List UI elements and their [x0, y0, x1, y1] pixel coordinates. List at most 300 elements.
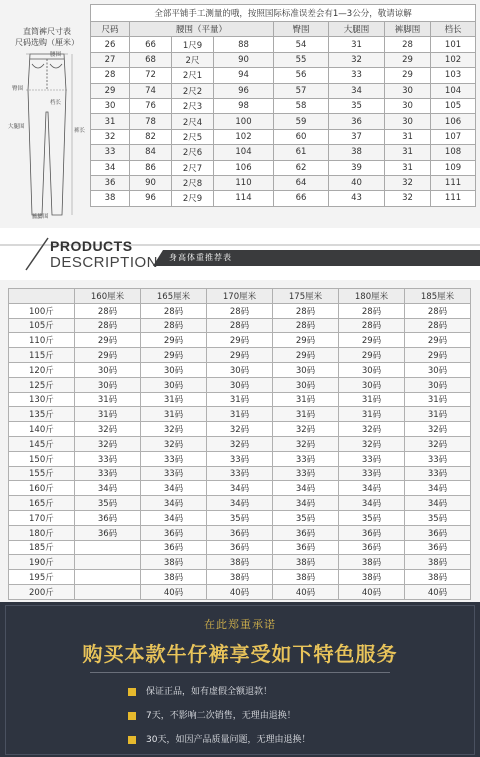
size-cell: 90: [214, 52, 274, 67]
size-cell: 90: [130, 175, 172, 190]
recommended-size-cell: [75, 540, 141, 555]
recommended-size-cell: 40码: [141, 584, 207, 599]
recommended-size-cell: 35码: [339, 510, 405, 525]
weight-row: [9, 481, 471, 496]
weight-row: [9, 318, 471, 333]
recommended-size-cell: 35码: [273, 510, 339, 525]
service-promise-section: [0, 602, 480, 757]
weight-row: [9, 377, 471, 392]
recommended-size-cell: 38码: [141, 555, 207, 570]
recommended-size-cell: 32码: [273, 422, 339, 437]
size-cell: 1尺9: [172, 37, 214, 52]
weight-label: 185斤: [9, 540, 75, 555]
recommended-size-cell: 32码: [75, 422, 141, 437]
weight-row: [9, 525, 471, 540]
weight-row: [9, 436, 471, 451]
recommended-size-cell: 32码: [141, 422, 207, 437]
header-waist: 腰围（平量）: [130, 22, 274, 37]
height-col-header: 180厘米: [339, 289, 405, 304]
size-cell: 43: [329, 191, 385, 206]
size-cell: 106: [431, 114, 476, 129]
size-cell: 56: [274, 68, 329, 83]
size-cell: 38: [91, 191, 130, 206]
size-cell: 40: [329, 175, 385, 190]
recommended-size-cell: 28码: [339, 303, 405, 318]
size-row: [91, 98, 476, 113]
recommended-size-cell: 33码: [405, 451, 471, 466]
recommended-size-cell: 29码: [273, 333, 339, 348]
recommended-size-cell: 34码: [339, 496, 405, 511]
size-cell: 38: [329, 145, 385, 160]
weight-row: [9, 496, 471, 511]
height-col-header: 160厘米: [75, 289, 141, 304]
size-cell: 28: [385, 37, 431, 52]
recommended-size-cell: 30码: [207, 377, 273, 392]
header-hem: 裤脚围: [385, 22, 431, 37]
height-weight-table: [8, 288, 471, 600]
size-cell: 66: [274, 191, 329, 206]
recommended-size-cell: 30码: [75, 362, 141, 377]
size-cell: 34: [329, 83, 385, 98]
size-cell: 29: [91, 83, 130, 98]
size-cell: 28: [91, 68, 130, 83]
size-cell: 30: [385, 83, 431, 98]
size-chart-table: [90, 4, 476, 207]
size-cell: 2尺8: [172, 175, 214, 190]
recommended-size-cell: 33码: [339, 451, 405, 466]
size-cell: 61: [274, 145, 329, 160]
height-col-header: 185厘米: [405, 289, 471, 304]
weight-row: [9, 362, 471, 377]
recommended-size-cell: 36码: [207, 525, 273, 540]
recommended-size-cell: 38码: [207, 555, 273, 570]
recommended-size-cell: 34码: [273, 481, 339, 496]
recommended-size-cell: 28码: [339, 318, 405, 333]
recommended-size-cell: 31码: [405, 407, 471, 422]
size-cell: 96: [214, 83, 274, 98]
size-cell: 32: [329, 52, 385, 67]
promise-subtitle: 在此郑重承诺: [204, 618, 276, 631]
description-heading: DESCRIPTION: [50, 254, 159, 271]
recommended-size-cell: 36码: [207, 540, 273, 555]
weight-label: 110斤: [9, 333, 75, 348]
recommended-size-cell: 30码: [339, 377, 405, 392]
recommended-size-cell: 38码: [339, 555, 405, 570]
diagram-subtitle: 尺码选购（厘米）: [15, 38, 79, 47]
recommended-size-cell: 38码: [405, 570, 471, 585]
recommended-size-cell: 33码: [405, 466, 471, 481]
recommended-size-cell: 34码: [141, 481, 207, 496]
size-cell: 29: [385, 52, 431, 67]
weight-label: 150斤: [9, 451, 75, 466]
size-cell: 76: [130, 98, 172, 113]
band-triangle: [153, 250, 163, 266]
size-cell: 2尺3: [172, 98, 214, 113]
size-cell: 94: [214, 68, 274, 83]
promise-title: 购买本款牛仔裤享受如下特色服务: [82, 642, 398, 666]
label-hem: 裤脚围: [32, 214, 49, 220]
weight-label: 155斤: [9, 466, 75, 481]
size-cell: 111: [431, 175, 476, 190]
weight-row: [9, 407, 471, 422]
recommended-size-cell: 36码: [141, 525, 207, 540]
promise-divider: [90, 672, 390, 673]
recommended-size-cell: 34码: [141, 510, 207, 525]
weight-label: 190斤: [9, 555, 75, 570]
header-thigh: 大腿围: [329, 22, 385, 37]
weight-row: [9, 466, 471, 481]
weight-label: 160斤: [9, 481, 75, 496]
size-cell: 68: [130, 52, 172, 67]
size-cell: 103: [431, 68, 476, 83]
label-hip: 臀围: [12, 86, 24, 92]
recommended-size-cell: 31码: [339, 392, 405, 407]
recommended-size-cell: 34码: [75, 481, 141, 496]
recommended-size-cell: 40码: [405, 584, 471, 599]
recommended-size-cell: 35码: [405, 510, 471, 525]
products-heading: PRODUCTS: [50, 238, 133, 254]
recommended-size-cell: 31码: [141, 407, 207, 422]
size-cell: 2尺1: [172, 68, 214, 83]
recommended-size-cell: 34码: [207, 481, 273, 496]
size-cell: 26: [91, 37, 130, 52]
height-col-header: 175厘米: [273, 289, 339, 304]
recommended-size-cell: 29码: [339, 333, 405, 348]
recommended-size-cell: 28码: [75, 318, 141, 333]
size-chart-body: [91, 37, 476, 206]
size-cell: 102: [431, 52, 476, 67]
size-cell: 30: [91, 98, 130, 113]
recommended-size-cell: 34码: [141, 496, 207, 511]
size-cell: 100: [214, 114, 274, 129]
weight-row: [9, 540, 471, 555]
height-weight-title: 身高体重推荐表: [169, 253, 232, 262]
size-cell: 98: [214, 98, 274, 113]
height-weight-body: [9, 303, 471, 599]
recommended-size-cell: 38码: [405, 555, 471, 570]
recommended-size-cell: 31码: [207, 407, 273, 422]
recommend-header: [0, 228, 480, 280]
recommended-size-cell: 34码: [405, 496, 471, 511]
size-cell: 2尺7: [172, 160, 214, 175]
size-cell: 88: [214, 37, 274, 52]
weight-row: [9, 392, 471, 407]
recommend-table-section: [0, 280, 480, 602]
recommended-size-cell: 33码: [141, 451, 207, 466]
size-cell: 32: [91, 129, 130, 144]
recommended-size-cell: 31码: [75, 392, 141, 407]
weight-label: 130斤: [9, 392, 75, 407]
recommended-size-cell: 32码: [273, 436, 339, 451]
recommended-size-cell: 33码: [339, 466, 405, 481]
header-hip: 臀围: [274, 22, 329, 37]
size-cell: 72: [130, 68, 172, 83]
recommended-size-cell: 31码: [339, 407, 405, 422]
size-cell: 104: [214, 145, 274, 160]
recommended-size-cell: 32码: [339, 436, 405, 451]
weight-label: 165斤: [9, 496, 75, 511]
size-cell: 59: [274, 114, 329, 129]
size-row: [91, 52, 476, 67]
recommended-size-cell: 36码: [339, 525, 405, 540]
recommended-size-cell: 29码: [141, 348, 207, 363]
recommended-size-cell: 28码: [273, 318, 339, 333]
recommended-size-cell: 31码: [273, 392, 339, 407]
size-cell: 30: [385, 98, 431, 113]
size-row: [91, 160, 476, 175]
label-length: 裤长: [74, 128, 86, 134]
recommended-size-cell: 35码: [75, 496, 141, 511]
size-cell: 31: [385, 145, 431, 160]
header-slash-decoration: [22, 236, 52, 272]
weight-row: [9, 348, 471, 363]
recommended-size-cell: 30码: [141, 377, 207, 392]
recommended-size-cell: 30码: [405, 362, 471, 377]
recommended-size-cell: 38码: [273, 555, 339, 570]
recommended-size-cell: 40码: [207, 584, 273, 599]
size-row: [91, 83, 476, 98]
size-cell: 31: [91, 114, 130, 129]
recommended-size-cell: 28码: [405, 318, 471, 333]
weight-row: [9, 451, 471, 466]
weight-row: [9, 584, 471, 599]
bullet-square-icon: [128, 688, 136, 696]
size-chart-section: [0, 0, 480, 228]
height-col-header: 170厘米: [207, 289, 273, 304]
size-cell: 31: [385, 160, 431, 175]
size-row: [91, 191, 476, 206]
recommended-size-cell: 34码: [207, 496, 273, 511]
weight-label: 135斤: [9, 407, 75, 422]
size-cell: 107: [431, 129, 476, 144]
size-cell: 78: [130, 114, 172, 129]
recommended-size-cell: 36码: [339, 540, 405, 555]
recommended-size-cell: 31码: [207, 392, 273, 407]
size-cell: 111: [431, 191, 476, 206]
recommended-size-cell: [75, 555, 141, 570]
size-cell: 34: [91, 160, 130, 175]
recommended-size-cell: 33码: [141, 466, 207, 481]
bullet-square-icon: [128, 736, 136, 744]
recommended-size-cell: 28码: [405, 303, 471, 318]
recommended-size-cell: 29码: [405, 348, 471, 363]
size-cell: 108: [431, 145, 476, 160]
weight-label: 100斤: [9, 303, 75, 318]
recommended-size-cell: 28码: [141, 318, 207, 333]
recommended-size-cell: 36码: [75, 525, 141, 540]
recommended-size-cell: 32码: [405, 422, 471, 437]
recommended-size-cell: 29码: [405, 333, 471, 348]
promise-item: 7天，不影响二次销售，无理由退换！: [146, 711, 296, 721]
recommended-size-cell: 32码: [141, 436, 207, 451]
recommended-size-cell: 32码: [207, 422, 273, 437]
recommended-size-cell: 30码: [273, 362, 339, 377]
weight-row: [9, 303, 471, 318]
weight-label: 115斤: [9, 348, 75, 363]
recommended-size-cell: 29码: [207, 348, 273, 363]
recommended-size-cell: 31码: [141, 392, 207, 407]
weight-row: [9, 510, 471, 525]
corner-cell: [9, 289, 75, 304]
recommended-size-cell: 33码: [273, 451, 339, 466]
weight-label: 140斤: [9, 422, 75, 437]
promise-item: 30天，如因产品质量问题，无理由退换！: [146, 735, 311, 745]
recommended-size-cell: 34码: [339, 481, 405, 496]
recommended-size-cell: 29码: [75, 348, 141, 363]
size-cell: 33: [329, 68, 385, 83]
recommended-size-cell: 30码: [141, 362, 207, 377]
recommended-size-cell: 31码: [75, 407, 141, 422]
recommended-size-cell: 28码: [75, 303, 141, 318]
size-row: [91, 68, 476, 83]
size-cell: 104: [431, 83, 476, 98]
recommended-size-cell: 38码: [339, 570, 405, 585]
size-chart-header-row: [91, 22, 476, 37]
size-cell: 114: [214, 191, 274, 206]
recommended-size-cell: 36码: [273, 525, 339, 540]
recommended-size-cell: 36码: [273, 540, 339, 555]
size-cell: 102: [214, 129, 274, 144]
size-cell: 110: [214, 175, 274, 190]
recommended-size-cell: 30码: [405, 377, 471, 392]
recommended-size-cell: 33码: [273, 466, 339, 481]
promise-item: 保证正品，如有虚假全额退款！: [146, 687, 273, 697]
size-cell: 2尺6: [172, 145, 214, 160]
recommended-size-cell: 30码: [339, 362, 405, 377]
diagram-title: 直筒裤尺寸表: [23, 27, 71, 36]
recommended-size-cell: 30码: [75, 377, 141, 392]
size-cell: 106: [214, 160, 274, 175]
size-cell: 86: [130, 160, 172, 175]
weight-label: 105斤: [9, 318, 75, 333]
size-cell: 101: [431, 37, 476, 52]
label-thigh: 大腿围: [8, 124, 25, 130]
size-chart-note-row: [91, 5, 476, 22]
size-cell: 2尺: [172, 52, 214, 67]
size-cell: 36: [329, 114, 385, 129]
weight-label: 125斤: [9, 377, 75, 392]
recommended-size-cell: 38码: [273, 570, 339, 585]
size-cell: 74: [130, 83, 172, 98]
size-cell: 35: [329, 98, 385, 113]
size-cell: 2尺9: [172, 191, 214, 206]
recommended-size-cell: 29码: [339, 348, 405, 363]
recommended-size-cell: 33码: [75, 466, 141, 481]
header-rise: 档长: [431, 22, 476, 37]
size-cell: 109: [431, 160, 476, 175]
size-cell: 60: [274, 129, 329, 144]
jeans-diagram: [6, 26, 88, 222]
size-row: [91, 129, 476, 144]
size-cell: 2尺5: [172, 129, 214, 144]
recommended-size-cell: 40码: [273, 584, 339, 599]
recommended-size-cell: 28码: [141, 303, 207, 318]
size-cell: 27: [91, 52, 130, 67]
recommended-size-cell: 32码: [75, 436, 141, 451]
measurement-note: 全部平铺手工测量的哦，按照国际标准误差会有1—3公分，敬请谅解: [91, 5, 476, 22]
size-cell: 39: [329, 160, 385, 175]
height-header-row: [9, 289, 471, 304]
size-cell: 32: [385, 191, 431, 206]
recommended-size-cell: 36码: [405, 525, 471, 540]
weight-label: 120斤: [9, 362, 75, 377]
size-cell: 32: [385, 175, 431, 190]
recommended-size-cell: 33码: [207, 466, 273, 481]
size-cell: 96: [130, 191, 172, 206]
recommended-size-cell: 30码: [207, 362, 273, 377]
recommended-size-cell: 36码: [141, 540, 207, 555]
recommended-size-cell: [75, 570, 141, 585]
size-cell: 54: [274, 37, 329, 52]
size-cell: 30: [385, 114, 431, 129]
size-cell: 64: [274, 175, 329, 190]
recommended-size-cell: 32码: [339, 422, 405, 437]
size-row: [91, 175, 476, 190]
size-row: [91, 145, 476, 160]
recommended-size-cell: 29码: [75, 333, 141, 348]
recommended-size-cell: 34码: [405, 481, 471, 496]
recommended-size-cell: 28码: [273, 303, 339, 318]
size-cell: 37: [329, 129, 385, 144]
weight-row: [9, 422, 471, 437]
recommended-size-cell: 33码: [75, 451, 141, 466]
size-cell: 57: [274, 83, 329, 98]
recommended-size-cell: 29码: [141, 333, 207, 348]
weight-label: 180斤: [9, 525, 75, 540]
recommended-size-cell: 38码: [207, 570, 273, 585]
recommended-size-cell: 36码: [405, 540, 471, 555]
weight-label: 195斤: [9, 570, 75, 585]
bullet-square-icon: [128, 712, 136, 720]
section-title-band: [163, 250, 480, 266]
size-cell: 62: [274, 160, 329, 175]
weight-row: [9, 570, 471, 585]
jeans-outline-illustration: [6, 50, 88, 220]
size-cell: 82: [130, 129, 172, 144]
recommended-size-cell: 30码: [273, 377, 339, 392]
weight-row: [9, 555, 471, 570]
height-col-header: 165厘米: [141, 289, 207, 304]
size-cell: 31: [329, 37, 385, 52]
size-row: [91, 114, 476, 129]
label-waist: 腰围: [50, 52, 62, 58]
recommended-size-cell: 28码: [207, 318, 273, 333]
size-cell: 36: [91, 175, 130, 190]
size-cell: 29: [385, 68, 431, 83]
size-cell: 84: [130, 145, 172, 160]
weight-label: 200斤: [9, 584, 75, 599]
recommended-size-cell: 35码: [207, 510, 273, 525]
recommended-size-cell: 38码: [141, 570, 207, 585]
recommended-size-cell: 32码: [405, 436, 471, 451]
recommended-size-cell: 36码: [75, 510, 141, 525]
label-rise: 档长: [50, 100, 62, 106]
weight-label: 145斤: [9, 436, 75, 451]
recommended-size-cell: 40码: [339, 584, 405, 599]
size-cell: 105: [431, 98, 476, 113]
weight-label: 170斤: [9, 510, 75, 525]
size-row: [91, 37, 476, 52]
recommended-size-cell: 32码: [207, 436, 273, 451]
recommended-size-cell: [75, 584, 141, 599]
size-cell: 2尺2: [172, 83, 214, 98]
size-cell: 58: [274, 98, 329, 113]
recommended-size-cell: 34码: [273, 496, 339, 511]
size-cell: 2尺4: [172, 114, 214, 129]
size-cell: 33: [91, 145, 130, 160]
recommended-size-cell: 33码: [207, 451, 273, 466]
size-cell: 55: [274, 52, 329, 67]
